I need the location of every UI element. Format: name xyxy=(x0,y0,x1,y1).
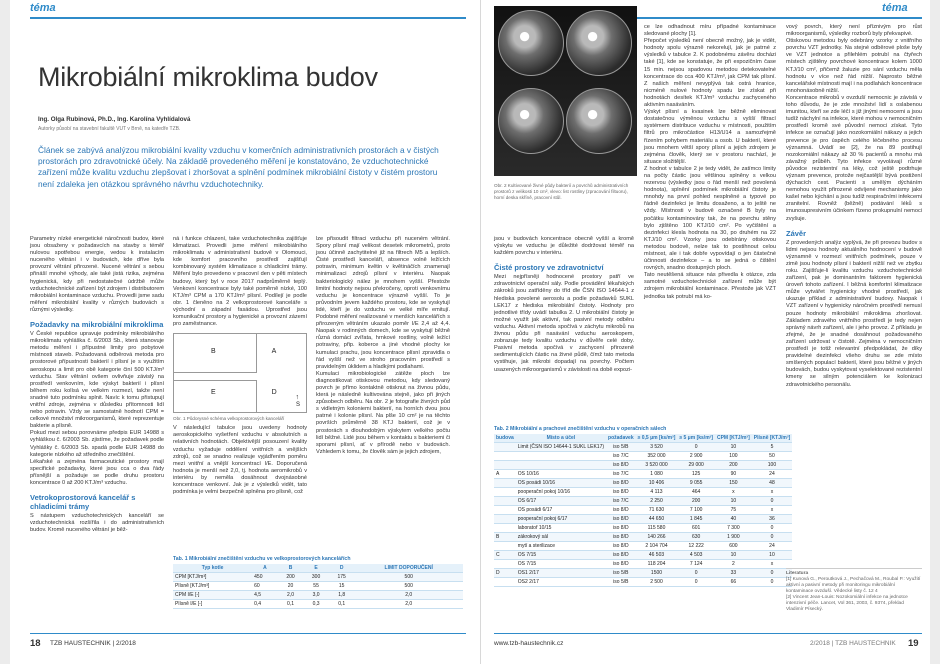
table-cell: 55 xyxy=(303,582,329,591)
table-cell: 0 xyxy=(752,533,792,542)
table-cell: 1 080 xyxy=(636,470,678,479)
plan-label-a: A xyxy=(271,348,277,356)
table-cell: 200 xyxy=(677,497,715,506)
header-rule-left xyxy=(30,17,466,19)
table-cell: OS 10/16 xyxy=(516,470,606,479)
paragraph: V následující tabulce jsou uvedeny hodnoty aeroskopického vyšetření vzduchu v absolutních a relativních hodnotách. Objektivější posouzení kvality vzduchu vyžaduje oddělení vnitřních a vnějších zdrojů, což se snadno realizuje vyjádřením poměru mezi vnitřní a vnější koncentrací I/E. Doporučená hodnota je menší než 2,0, tj. hodnota aeromikrobů v interiéru by neměla dosáhnout dvojnásobné koncentrace venkovní. Jak je z výsledků vidět, tato podmínka je velmi bezpečně splněna pro plísně, což xyxy=(173,425,307,496)
reference-item: [1] Kunová G., Peroutková J., Pechačová M., Roubal P.: Využití aktivní a pasivní metody při monitoringu mikrobiální kontaminace ovzduší. Vědecké listy č. 12 4 xyxy=(786,577,921,594)
table-cell: 3 520 000 xyxy=(636,461,678,470)
table-header-cell: LIMIT DOPORUČENÍ xyxy=(354,564,463,573)
table-cell: 1 900 xyxy=(715,533,752,542)
table-cell: x xyxy=(752,488,792,497)
table-header-cell: D xyxy=(329,564,355,573)
plan-label-d: D xyxy=(271,388,277,396)
paragraph: Mezi nejpřísněji hodnocené prostory patří ve zdravotnictví operační sály. Podle provádění lékařských zákroků jsou zatříděny do tříd dle ČSN ISO 14644-1 z hlediska povolené aerosolu a podle požadavků SUKL LEK17 z hlediska mikrobiální čistoty. Hodnoty pro jednotlivé třídy uvádí tabulka 2. U mikrobiální čistoty je možné využít jak aktivní, tak pasivní metody odběru vzduchu. Aktivní metoda spočívá v záchytu mikrobů na živnou půdu při nasávání vzduchu aeroskopem, zobrazuje tedy kvalitu vzduchu v důvěře celé doby. Pasivní metoda spočívá v zachycení přirozeně sedimentujících částic na živné půdě, čímž tato metoda vystihuje, jak mikrobi dopadají na povrchy. Počtem usazených mikroorganismů v závislosti na době expozi- xyxy=(494,274,634,373)
table-cell: 10 xyxy=(715,443,752,452)
section-heading: Vetrokoprostorová kancelář s chladicími trámy xyxy=(30,493,136,512)
table-cell: 4 503 xyxy=(677,551,715,560)
photo-caption-block xyxy=(494,180,639,230)
table-caption: Tab. 1 Mikrobiální znečištění vzduchu ve velkoprostorových kancelářích xyxy=(173,556,351,562)
table-cell: 125 xyxy=(677,470,715,479)
table-cell: iso 5/B xyxy=(606,578,636,587)
table-cell: 150 xyxy=(715,479,752,488)
table-cell: iso 8/D xyxy=(606,551,636,560)
paragraph: Výskyt plísní a kvasinek lze běžně eliminovat dostatečnou výměnou vzduchu s vyšší filtrací systémem distribuce vzduchu v místnosti, použitím filtrů pro mikročástice H13/U14 a samozřejmě řízením pohybem materiálu a osob. U bakterií, které jsou mnohem větší spory plísní a jejich zdrojem je zejména člověk, který se v prostoru nachází, je situace složitější. xyxy=(644,109,776,165)
table-cell: 4 113 xyxy=(636,488,678,497)
section-heading: Požadavky na mikrobiální mikroklima xyxy=(30,320,164,330)
table-cell: iso 7/C xyxy=(606,452,636,461)
table-cell xyxy=(516,452,606,461)
paragraph: Koncentrace mikrobů v ovzduší nemocnic je závislá v toho důvodu, že je zde množství lidí s oslabenou imunitou, kteří se zde léčí s již jinými nemocemi a jsou tudíž náchylní na infekce, které mohou v nemocničním prostředí kromě své původní nemoci získat. Tyto infekce se označují jako nozokomiální nákazy a jejich prevence je pro úspěch celého léčebného procesu významná. Uvádí se [2], že na 89 postihují nozokomiální nákazy až 30 % pacientů a mnohu má závažný průběh. Tyto infekce vyvolávají různé původce rezistentní na léky, což ještě podtrhuje význam prevence, protože nejčastější bývá postižení dýchacích cest. Pacienti s umělým dýcháním nemohou využít přirozené odvíjené mechanismy jako kašel nebo kýchání a jsou tudíž respiračními infekcemi zranitelní. Rovněž (běžně) podávání léků s imunosupresivním účinkem řízeno prokupnulní nemoci zvyšuje. xyxy=(786,94,922,222)
table-1-grid xyxy=(173,564,463,609)
table-cell: 20 xyxy=(278,582,304,591)
table-row xyxy=(494,515,792,524)
table-row xyxy=(494,533,792,542)
table-cell: 24 xyxy=(752,470,792,479)
plan-label-e: E xyxy=(210,388,216,396)
table-cell: 0 xyxy=(752,578,792,587)
table-cell: 2 xyxy=(715,560,752,569)
table-cell: 46 503 xyxy=(636,551,678,560)
table-cell: 66 xyxy=(715,578,752,587)
plan-label-b: B xyxy=(210,348,216,356)
magazine-spread xyxy=(10,0,930,664)
table-cell: 33 xyxy=(715,569,752,578)
table-cell xyxy=(516,461,606,470)
table-2-grid xyxy=(494,434,792,587)
figure-caption: Obr. 2 Kultivované živné půdy bakterií a povrchů administrativních prostorů z velikosti 10 cm², vlevo: list rostliny (zpracování filtuoru), horní deska skříně, pracovní stůl. xyxy=(494,183,629,200)
paragraph: Lékařské a zejména farmaceutické prostory mají specifické požadavky, které jsou cca o dva řády přísnější a požaduje se podle druhu prostoru koncentrace 0 až 200 KTJ/m³ vzduchu. xyxy=(30,458,164,486)
table-cell: Plísně [KTJ/m³] xyxy=(173,582,252,591)
table-cell xyxy=(494,542,516,551)
table-cell: x xyxy=(715,488,752,497)
table-1 xyxy=(173,556,463,628)
column-1 xyxy=(30,236,164,628)
paragraph: Kumulaci mikrobiologické zátěže ploch lze diagnostikovat otiskovou metodou, kdy sledovaný povrch je přímo kontaktně otisknut na živnou půdu, která je následně kultivována stejně, jako při jiných způsobech odběru. Na obr. 2 je fotografie živných půd s vidletným koloniemi bakterií, na horních dvou jsou patrné i kolonie plísní. Na plše 10 cm² je na těchto površích průměrně 38 KTJ bakterií, což je v prostorách s dlouhodobým výskytem velkého počtu lidí běžné. Lidé jsou během v kontaktu s bakteriemi či sporami plísní, ať v přírodě nebo v budovách. Vzhledem k tomu, že člověk sám je jejich zdrojem, xyxy=(316,370,450,455)
paragraph: Z provedených analýz vyplývá, že při provozu budov s lidmi nejsou hodnoty aktuálního hodnocení v budově významně v rozmezí vnitřních podmínek, pouze v zimě jsou hodnoty plísní i bakterií nižší než ve zbytku roku. Zajišťuje-li kvalitu vzduchu vzduchotechnické zařízení, pak je dominantním faktorem hygienická úroveň tohoto zařízení. I běžná komfortní klimatizace může vytvářet hygienicky vhodné prostředí, jak ukazuje příklad z administrativní budovy. Naopak i VZT zařízení v hygienicky náročném prostředí nemusí pouze hodnoty mikrobiální mikroklima zhoršovat. Základem zdravého vnitřního prostředí je tedy nejen správný návrh zařízení, ale i jeho provoz. Z příkladu je zřejmé, že je snadné dosáhnout požadovaného zařízení udržovat v čistotě. Zejména v nemocničním prostředí je totiž relevantní předpokládat, že díky pravidelné dezinfekci všeho druhu se zde místo smíšených populací bakterií, které jsou běžné v jiných budovách, budou vyskytovat vyselektované rezistentní kmeny se silným potenciálem ke kolonizaci zdravotnického personálu. xyxy=(786,239,922,388)
column-5 xyxy=(644,24,776,422)
table-row xyxy=(173,573,463,582)
paragraph: S nástupem vzduchotechnických kanceláří se vzduchotechnická rozšířila i do administrativních budov. Kromě nuceného větrání je běž- xyxy=(30,513,164,534)
table-cell: iso 5/B xyxy=(606,443,636,452)
table-cell: 60 xyxy=(252,582,278,591)
table-cell: 601 xyxy=(677,524,715,533)
magazine-issue-left: TZB HAUSTECHNIK | 2/2018 xyxy=(50,640,136,647)
floor-plan-figure xyxy=(173,333,307,413)
table-cell: 12 222 xyxy=(677,542,715,551)
table-cell: 2 250 xyxy=(636,497,678,506)
table-cell xyxy=(494,524,516,533)
table-cell xyxy=(494,515,516,524)
petri-dish-image xyxy=(566,10,632,76)
table-cell: laboratoř 10/15 xyxy=(516,524,606,533)
plan-north-label: S xyxy=(295,402,300,409)
footer-rule-right xyxy=(494,633,922,634)
table-cell: 0,1 xyxy=(329,600,355,609)
figure-caption: Obr. 1 Půdorysné schéma velkoprostorových kanceláří xyxy=(173,416,285,422)
paragraph: ná i funkce chlazení, take vzduchotechnika zajišťuje klimatizaci. Provedli jsme měření mikrobiálního mikroklimatu v administrativní budově v Olomouci, kde komfort pracovního prostředí zajišťují kombinovaný systém klimatizace s chladicími trámy. Měření bylo provedeno v pracovní den v pěti místech budovy, který byl v roce 2017 nadprůměrně teplý. Venkovní koncentrace byly také poměrně nízké, 100 KTJ/m³ CPM a 170 KTJ/m³ plísní. Podílejí je podle obr. 1 členěno na 2 velkoprostorové kanceláře s východní a západní fasádou. Uprostřed jsou komunikační prostory a hygienické a provozní zázemí pro zaměstnance. xyxy=(173,236,307,328)
table-cell: 4,5 xyxy=(252,591,278,600)
table-cell: 7 300 xyxy=(715,524,752,533)
table-row xyxy=(173,591,463,600)
table-cell: OS 7/15 xyxy=(516,551,606,560)
table-header-cell: Místo a účel xyxy=(516,434,606,443)
table-cell: 175 xyxy=(329,573,355,582)
table-cell: 3 520 xyxy=(636,443,678,452)
table-cell: 0 xyxy=(752,569,792,578)
article-lead: Článek se zabývá analýzou mikrobiální kvality vzduchu v komerčních administrativních prostorách a v čistých prostorách pro zdravotnické účely. Na základě provedeného měření je konstatováno, že vzduchotechnické zařízení může kvalitu vzduchu zlepšovat i zhoršovat a splnění podmínek mikrobiální čistoty v čistém prostoru není zdaleka jen otázkou správného návrhu vzduchotechniky. xyxy=(38,145,439,189)
table-row xyxy=(494,569,792,578)
table-cell: 10 406 xyxy=(636,479,678,488)
table-cell: iso 8/D xyxy=(606,506,636,515)
table-header-cell: B xyxy=(278,564,304,573)
table-header-cell: požadavek xyxy=(608,435,634,441)
paragraph: Pokud mezi sebou porovnáme předpis EUR 14988 s vyhláškou č. 6/2003 Sb. zjistíme, že požadavek podle Vyhlášky č. 6/2003 Sb. spadá podle EUR 14988 do kategorie nízkého až středního znečištění. xyxy=(30,430,164,458)
table-row xyxy=(173,582,463,591)
section-heading: Závěr xyxy=(786,228,807,238)
table-cell: 600 xyxy=(715,542,752,551)
table-row xyxy=(494,506,792,515)
table-cell: 200 xyxy=(715,461,752,470)
table-cell: OS2 2/17 xyxy=(516,578,606,587)
table-cell: 44 650 xyxy=(636,515,678,524)
article-affiliation: Autorky působí na stavební fakultě VUT v Brně, na katedře TZB. xyxy=(38,126,181,132)
table-header-cell: CPM [KTJ/m³] xyxy=(716,435,750,441)
references xyxy=(786,568,922,633)
table-cell: 0 xyxy=(677,443,715,452)
table-cell: 7 124 xyxy=(677,560,715,569)
article-authors: Ing. Olga Rubinová, Ph.D., Ing. Karolína Vyhlídalová xyxy=(38,116,191,123)
column-4 xyxy=(494,236,634,422)
table-cell: 450 xyxy=(252,573,278,582)
table-row xyxy=(494,452,792,461)
table-cell: 5 xyxy=(752,443,792,452)
table-cell xyxy=(494,479,516,488)
table-cell: 1,8 xyxy=(329,591,355,600)
paragraph: jsou v budovách koncentrace obecně vyšší a kromě výskytu ve vzduchu je důležité dodržovat téměř na každém povrchu v interiéru. xyxy=(494,236,634,257)
magazine-issue-right: 2/2018 | TZB HAUSTECHNIK xyxy=(810,640,896,647)
table-cell: iso 7/C xyxy=(606,497,636,506)
table-cell: 2 900 xyxy=(677,452,715,461)
table-cell: Limit (ČSN ISO 14644-1 SUKL LEK17) xyxy=(517,444,605,450)
paragraph: vový povrch, který není příznivým pro růst mikroorganismů, výsledky rozborů byly překvapivé. xyxy=(786,24,922,38)
table-caption: Tab. 2 Mikrobiální a prachové znečištění vzduchu v operačních sálech xyxy=(494,426,667,432)
table-cell: C xyxy=(494,551,516,560)
table-row xyxy=(494,461,792,470)
table-header-cell: Typ kotle xyxy=(173,564,252,573)
table-cell xyxy=(494,497,516,506)
table-cell: 75 xyxy=(715,506,752,515)
table-cell: 7 100 xyxy=(677,506,715,515)
table-header-row xyxy=(494,434,792,443)
table-cell: 0,3 xyxy=(303,600,329,609)
table-cell: 100 xyxy=(715,452,752,461)
table-row xyxy=(494,479,792,488)
table-cell: iso 8/D xyxy=(606,461,636,470)
table-cell: 10 xyxy=(752,551,792,560)
petri-dish-photo xyxy=(494,6,637,176)
table-cell: 630 xyxy=(677,533,715,542)
table-cell: OS1 2/17 xyxy=(516,569,606,578)
table-cell: iso 8/D xyxy=(606,560,636,569)
table-cell: iso 8/D xyxy=(606,533,636,542)
table-cell: 0 xyxy=(752,524,792,533)
paragraph: Otiskovou metodou byly odebrány vzorky z vnitřního povrchu VZT jednotky. Na stejné odběrové ploše byly ve VZT jednotce a přilehlém potrubí na čtyřech místech zjištěny povrchové koncentrace kolem 1000 KTJ/10 cm², přičemž žaluzie pro sání vzduchu měla hodnotu v více než řád nižší. Naprosto běžné kancelářské místnosti mají i na podlahách koncentrace mnohonásobně nižší. xyxy=(786,38,922,94)
table-cell: 9 055 xyxy=(677,479,715,488)
table-cell: 50 xyxy=(752,452,792,461)
table-cell: 500 xyxy=(354,582,463,591)
table-cell: 0 xyxy=(752,497,792,506)
table-cell: 2,0 xyxy=(278,591,304,600)
table-cell: 90 xyxy=(715,470,752,479)
table-row xyxy=(494,578,792,587)
table-cell: OS 7/15 xyxy=(516,560,606,569)
section-label-left: téma xyxy=(30,2,56,14)
column-6 xyxy=(786,24,922,564)
table-cell: 15 xyxy=(329,582,355,591)
table-header-cell: A xyxy=(252,564,278,573)
table-header-cell: ≥ 0,5 μm [ks/m³] xyxy=(637,435,676,441)
table-cell: 71 630 xyxy=(636,506,678,515)
table-cell: iso 8/D xyxy=(606,515,636,524)
table-row xyxy=(494,542,792,551)
table-header-cell: budova xyxy=(496,435,514,441)
table-cell: OS 6/17 xyxy=(516,497,606,506)
plan-zone-e xyxy=(174,380,257,412)
table-cell: OS posádi 6/17 xyxy=(516,506,606,515)
table-cell: 29 000 xyxy=(677,461,715,470)
table-cell: 1 845 xyxy=(677,515,715,524)
table-cell: 10 xyxy=(715,497,752,506)
table-row xyxy=(494,488,792,497)
page-spine xyxy=(480,0,481,664)
paragraph: ce lze odhadnout míru případné kontaminace sledované plochy [1]. xyxy=(644,24,776,38)
section-label-right: téma xyxy=(882,2,908,14)
table-cell xyxy=(494,461,516,470)
paragraph: Tato neutěšená situace nás přivedla k otázce, zda samotné vzduchotechnické zařízení může být zdrojem mikrobiální kontaminace. Přestože jak VZT jednotka tak potrubí má ko- xyxy=(644,272,776,300)
table-cell: 352 000 xyxy=(636,452,678,461)
table-cell: x xyxy=(752,506,792,515)
table-header-cell: Plísně [KTJ/m³] xyxy=(753,435,791,441)
petri-dish-image xyxy=(498,10,564,76)
table-cell: iso 5/B xyxy=(606,569,636,578)
table-cell: 140 266 xyxy=(636,533,678,542)
table-cell: 1500 xyxy=(636,569,678,578)
table-cell: pooperační pokoj 6/17 xyxy=(516,515,606,524)
table-cell: zákrokový sál xyxy=(516,533,606,542)
article-title: Mikrobiální mikroklima budov xyxy=(38,62,378,92)
table-cell: iso 8/D xyxy=(606,524,636,533)
table-cell xyxy=(494,488,516,497)
table-cell: iso 8/D xyxy=(606,488,636,497)
table-cell: 464 xyxy=(677,488,715,497)
references-title: Literatura xyxy=(786,571,809,576)
table-cell: 48 xyxy=(752,479,792,488)
table-cell xyxy=(494,578,516,587)
paragraph: Parametry nízké energetické náročnosti budov, které jsou obsaženy v požadavcích na stavby s téměř nulovou spotřebou energie, vedou k instalacím nuceného větrání i v budovách, kde dříve byla provozní větrání přirozené. Nucené větrání s sebou přináší mnohé výhody, ale také jistá rizika, zejména hygienická, kdy při nedostatečné údržbě může vzduchotechnické zařízení být zdrojem i distributorem mikrobiální kontaminace vzduchu. Provedli jsme sadu měření mikrobiální kvality v různých budovách s různými výsledky. xyxy=(30,236,164,313)
table-cell: 24 xyxy=(752,542,792,551)
table-cell: A xyxy=(494,470,516,479)
petri-dish-image xyxy=(566,88,632,154)
table-cell: 40 xyxy=(715,515,752,524)
table-cell: mytí a sterilizace xyxy=(516,542,606,551)
table-cell: 100 xyxy=(752,461,792,470)
table-header-row xyxy=(173,564,463,573)
table-row xyxy=(494,551,792,560)
table-header-cell: E xyxy=(303,564,329,573)
table-row xyxy=(494,497,792,506)
table-cell: iso 8/D xyxy=(606,542,636,551)
table-cell: Plísně I/E [-] xyxy=(173,600,252,609)
table-row xyxy=(494,560,792,569)
footer-rule-left xyxy=(30,633,466,634)
table-cell: x xyxy=(752,560,792,569)
reference-item: [2] Vincent Jean-Louis: Nozokomiální infekce na jednotce intenzivní péče. Lancet, Vol 361, 2003, č. 9374, překlad Vladimír Písecký. xyxy=(786,595,908,612)
paragraph: V České republice upravuje podmínky mikrobiálního mikroklimatu vyhláška č. 6/2003 Sb., která stanovuje metodu měření i přípustné limity pro pobytové místnosti staveb. Požadovaná odběrová metoda pro prostorové přípustnosti bakterií i plísní je s využitím aeroskopu a limit pro obě kategorie činí 500 KTJ/m³ vzduchu. Stav větrání ovšem ovlivňuje závislý na prostředí venkovním, kde výskyt bakterií i plísní během roku kolísá ve velkém rozmezí, takže není snadné tuto podmínku splnit. Navíc k tomu přistupují vnitřní zdroje, zejména v důsledku přítomnosti lidí nebo potravin. Vždy se samostatně hodnotí CPM = celkové množství mikroorganismů, které reprezentuje bakterie a plísně. xyxy=(30,331,164,430)
north-arrow-icon: ↑ xyxy=(295,394,299,402)
paragraph: Z hodnot v tabulce 2 je tedy vidět, že zatímco limity na počty částic jsou většinou splněny s velkou rezervou (výsledky jsou o řád menší než povolená hodnota), splnění podmínek mikrobiální čistoty je mnohdy na první pohled nesplněné a typové po řádně dezinfekci je limitu dosaženo, a to ještě ne vždy. Místnosti v budově označené B byly na počátku kontaminovány tak, že na povrchu stěny bylo zjištěno 100 KTJ/10 cm². Po vyčištění a dezinfekci klesla hodnota na 30, po druhém na 22 KTJ/10 cm². Vzorky jsou odebírány otiskovou metodou bodově, nelze tak to postihnout celou místnost, ale i tak dobře vypovídají o jen částečné účinnosti dezinfekce – a to se jedná o čištění rovných, snadno dostupných ploch. xyxy=(644,165,776,272)
table-cell xyxy=(494,506,516,515)
table-cell: 2,0 xyxy=(354,600,463,609)
table-cell: 2 104 704 xyxy=(636,542,678,551)
table-cell: B xyxy=(494,533,516,542)
website-url: www.tzb-haustechnik.cz xyxy=(494,640,564,647)
table-cell: 200 xyxy=(278,573,304,582)
table-row xyxy=(494,470,792,479)
page-number-right: 19 xyxy=(908,638,919,649)
table-header-cell: ≥ 5 μm [ks/m³] xyxy=(679,435,713,441)
table-cell xyxy=(494,560,516,569)
table-2 xyxy=(494,426,791,630)
paragraph: lze přisoudit filtraci vzduchu při nuceném větrání. Spory plísní mají velikost desetek mikrometrů, proto jsou účinně zachytitelné již na filtrech M5 a lepších. Čisté prostředí kanceláří, absence volně ležících potravin, minimum květin v květináčích znamenají minimalizaci zdrojů plísní v interiéru. Naopak bakteriologický nález je mnohem vyšší. Přestože limitní hodnoty nejsou překročeny, oproti venkovnímu vzduchu je koncentrace výrazně vyšší. To je průvodním jevem každého prostoru, kde se vyskytují lidé, kteří je do vzduchu ve velké míře emitují. Podobné měření realizované v menších kancelářích s přirozeným větráním ukazalo poměr I/E 2,4 až 4,4. Naopak v rodinných domech, kde se vyskytují běžně různá domácí zvířata, hrnkové rostliny, volně ležící potraviny, přip. koberce a jiné vhodné plochy ke kumulaci prachu, jsou koncentrace plísní zpravidla o řád vyšší než ve stroho pracovním prostředí s pravidelným úklidem a hladkými podlahami. xyxy=(316,236,450,370)
table-cell: 500 xyxy=(354,573,463,582)
table-row xyxy=(494,524,792,533)
table-cell: pooperační pokoj 10/16 xyxy=(516,488,606,497)
table-cell: iso 7/C xyxy=(606,470,636,479)
table-cell: 0 xyxy=(677,569,715,578)
table-row xyxy=(173,600,463,609)
table-cell: 2,0 xyxy=(354,591,463,600)
table-cell xyxy=(494,452,516,461)
table-cell: 118 204 xyxy=(636,560,678,569)
table-cell: CPM [KTJ/m³] xyxy=(173,573,252,582)
table-cell: CPM I/E [-] xyxy=(173,591,252,600)
petri-dish-image xyxy=(498,88,564,154)
table-cell: 0,1 xyxy=(278,600,304,609)
table-cell: 0 xyxy=(677,578,715,587)
page-number-left: 18 xyxy=(30,638,41,649)
table-cell: 0,4 xyxy=(252,600,278,609)
table-cell: 2 500 xyxy=(636,578,678,587)
table-cell: OS posádi 10/16 xyxy=(516,479,606,488)
table-cell: D xyxy=(494,569,516,578)
table-cell: 10 xyxy=(715,551,752,560)
table-row xyxy=(494,443,792,452)
table-cell: 36 xyxy=(752,515,792,524)
table-cell xyxy=(494,443,516,452)
section-heading: Čisté prostory ve zdravotnictví xyxy=(494,263,604,273)
table-cell: 3,0 xyxy=(303,591,329,600)
table-cell: iso 8/D xyxy=(606,479,636,488)
column-2 xyxy=(173,236,307,546)
column-3 xyxy=(316,236,450,546)
table-cell: 300 xyxy=(303,573,329,582)
table-cell: 115 580 xyxy=(636,524,678,533)
paragraph: Přepočet výsledků není obecně možný, jak je vidět, hodnoty spolu výrazně nekorelují, jak je patrné z výsledků v tabulce 2. K podobnému závěru docházi také [1], kde se konstatuje, že při expozičním čase 15 min. nejsou spadovou metodou detekovatelné koncentrace do cca 400 KTJ/m³, jak CPM tak plísní. Z našich měření nevyplývá tak ostrá hranice, nicméně nulové hodnoty spadu lze získat při hodnotách desítek KTJ/m³ vzduchu zachyceného aktivním nasáváním. xyxy=(644,38,776,109)
